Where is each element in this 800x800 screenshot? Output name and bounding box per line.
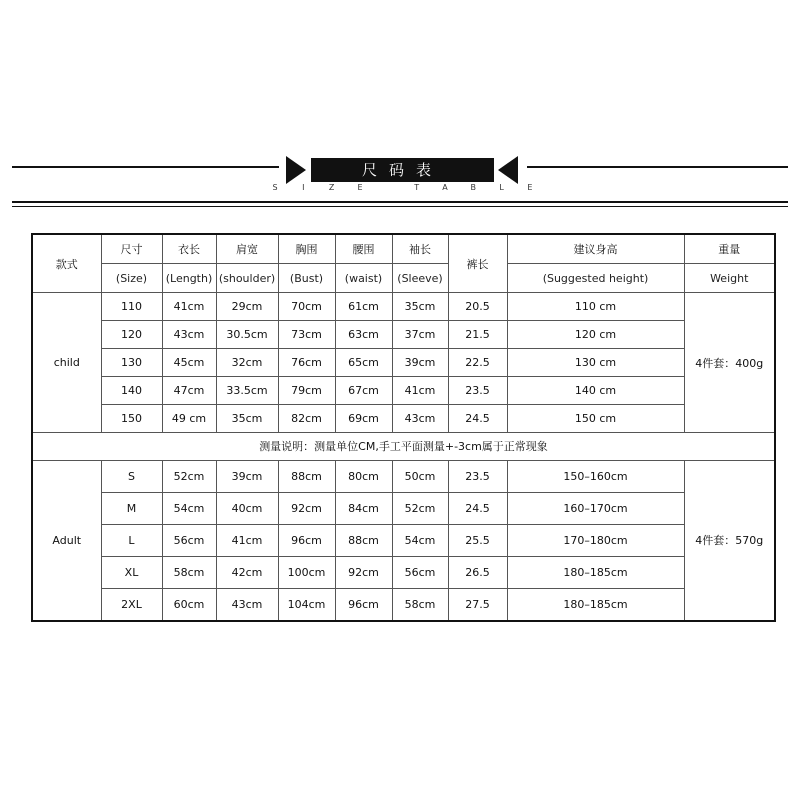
cell: 150 cm — [507, 405, 684, 433]
cell: 73cm — [278, 321, 335, 349]
cell: 104cm — [278, 588, 335, 621]
cell: 47cm — [162, 377, 216, 405]
cell: 76cm — [278, 349, 335, 377]
cell: 120 cm — [507, 321, 684, 349]
cell: 61cm — [335, 293, 392, 321]
cell: 2XL — [101, 588, 162, 621]
header-rule-bottom — [12, 201, 788, 203]
cell: 180–185cm — [507, 588, 684, 621]
cell: 63cm — [335, 321, 392, 349]
cell: 52cm — [162, 460, 216, 492]
cell: 43cm — [216, 588, 278, 621]
cell: 82cm — [278, 405, 335, 433]
cell: 40cm — [216, 492, 278, 524]
col-header-sleeve: 袖长 — [392, 234, 448, 264]
cell: S — [101, 460, 162, 492]
table-row — [32, 405, 775, 433]
cell: 26.5 — [448, 556, 507, 588]
cell: 80cm — [335, 460, 392, 492]
cell: 42cm — [216, 556, 278, 588]
cell: 50cm — [392, 460, 448, 492]
header-arrow-left — [286, 156, 306, 184]
col-header-length: 衣长 — [162, 234, 216, 264]
cell: 25.5 — [448, 524, 507, 556]
cell: 54cm — [162, 492, 216, 524]
cell: 23.5 — [448, 377, 507, 405]
cell: 29cm — [216, 293, 278, 321]
cell: 22.5 — [448, 349, 507, 377]
col-header-size-en: (Size) — [101, 264, 162, 293]
col-header-shoulder: 肩宽 — [216, 234, 278, 264]
cell: 41cm — [162, 293, 216, 321]
cell: 24.5 — [448, 492, 507, 524]
header-row-zh — [32, 234, 775, 264]
table-row — [32, 460, 775, 492]
col-header-bust-en: (Bust) — [278, 264, 335, 293]
table-row — [32, 293, 775, 321]
cell: 58cm — [392, 588, 448, 621]
cell: 39cm — [392, 349, 448, 377]
cell: 43cm — [162, 321, 216, 349]
table-row — [32, 349, 775, 377]
group-label-adult: Adult — [32, 460, 101, 621]
size-table — [31, 233, 776, 622]
cell: 56cm — [162, 524, 216, 556]
header-arrow-right — [498, 156, 518, 184]
cell: M — [101, 492, 162, 524]
col-header-waist-en: (waist) — [335, 264, 392, 293]
header-rule-right — [527, 166, 788, 168]
measurement-note-row — [32, 433, 775, 460]
table-row — [32, 556, 775, 588]
cell: 52cm — [392, 492, 448, 524]
cell: 150–160cm — [507, 460, 684, 492]
cell: 110 — [101, 293, 162, 321]
cell: 96cm — [278, 524, 335, 556]
col-header-size: 尺寸 — [101, 234, 162, 264]
cell: 160–170cm — [507, 492, 684, 524]
cell: 180–185cm — [507, 556, 684, 588]
cell: 32cm — [216, 349, 278, 377]
col-header-pants: 裤长 — [448, 234, 507, 293]
cell: 24.5 — [448, 405, 507, 433]
table-row — [32, 321, 775, 349]
cell: L — [101, 524, 162, 556]
adult-weight: 4件套：570g — [684, 460, 775, 621]
cell: 39cm — [216, 460, 278, 492]
cell: 58cm — [162, 556, 216, 588]
cell: 30.5cm — [216, 321, 278, 349]
cell: 120 — [101, 321, 162, 349]
cell: 45cm — [162, 349, 216, 377]
cell: 92cm — [335, 556, 392, 588]
col-header-style: 款式 — [32, 234, 101, 293]
cell: 60cm — [162, 588, 216, 621]
measurement-note: 测量说明：测量单位CM,手工平面测量+-3cm属于正常现象 — [32, 433, 775, 460]
cell: XL — [101, 556, 162, 588]
cell: 43cm — [392, 405, 448, 433]
col-header-bust: 胸围 — [278, 234, 335, 264]
group-label-child: child — [32, 293, 101, 433]
cell: 35cm — [392, 293, 448, 321]
child-weight: 4件套：400g — [684, 293, 775, 433]
cell: 54cm — [392, 524, 448, 556]
size-table-subtitle: S I Z E T A B L E — [272, 183, 533, 192]
cell: 84cm — [335, 492, 392, 524]
col-header-height: 建议身高 — [507, 234, 684, 264]
col-header-weight: 重量 — [684, 234, 775, 264]
cell: 130 — [101, 349, 162, 377]
cell: 56cm — [392, 556, 448, 588]
cell: 65cm — [335, 349, 392, 377]
header-rule-left — [12, 166, 279, 168]
cell: 140 — [101, 377, 162, 405]
cell: 88cm — [335, 524, 392, 556]
cell: 88cm — [278, 460, 335, 492]
table-row — [32, 377, 775, 405]
cell: 35cm — [216, 405, 278, 433]
cell: 96cm — [335, 588, 392, 621]
header-row-en — [32, 264, 775, 293]
col-header-waist: 腰围 — [335, 234, 392, 264]
cell: 110 cm — [507, 293, 684, 321]
cell: 130 cm — [507, 349, 684, 377]
cell: 170–180cm — [507, 524, 684, 556]
cell: 37cm — [392, 321, 448, 349]
cell: 79cm — [278, 377, 335, 405]
header-rule-bottom-thin — [12, 206, 788, 207]
cell: 27.5 — [448, 588, 507, 621]
cell: 100cm — [278, 556, 335, 588]
col-header-shoulder-en: (shoulder) — [216, 264, 278, 293]
cell: 70cm — [278, 293, 335, 321]
table-row — [32, 524, 775, 556]
cell: 33.5cm — [216, 377, 278, 405]
cell: 67cm — [335, 377, 392, 405]
size-table-title: 尺码表 — [311, 158, 494, 182]
col-header-weight-en: Weight — [684, 264, 775, 293]
cell: 21.5 — [448, 321, 507, 349]
cell: 23.5 — [448, 460, 507, 492]
cell: 92cm — [278, 492, 335, 524]
col-header-height-en: (Suggested height) — [507, 264, 684, 293]
col-header-length-en: (Length) — [162, 264, 216, 293]
table-row — [32, 588, 775, 621]
cell: 150 — [101, 405, 162, 433]
cell: 140 cm — [507, 377, 684, 405]
col-header-sleeve-en: (Sleeve) — [392, 264, 448, 293]
cell: 20.5 — [448, 293, 507, 321]
cell: 41cm — [392, 377, 448, 405]
cell: 69cm — [335, 405, 392, 433]
table-row — [32, 492, 775, 524]
cell: 41cm — [216, 524, 278, 556]
cell: 49 cm — [162, 405, 216, 433]
